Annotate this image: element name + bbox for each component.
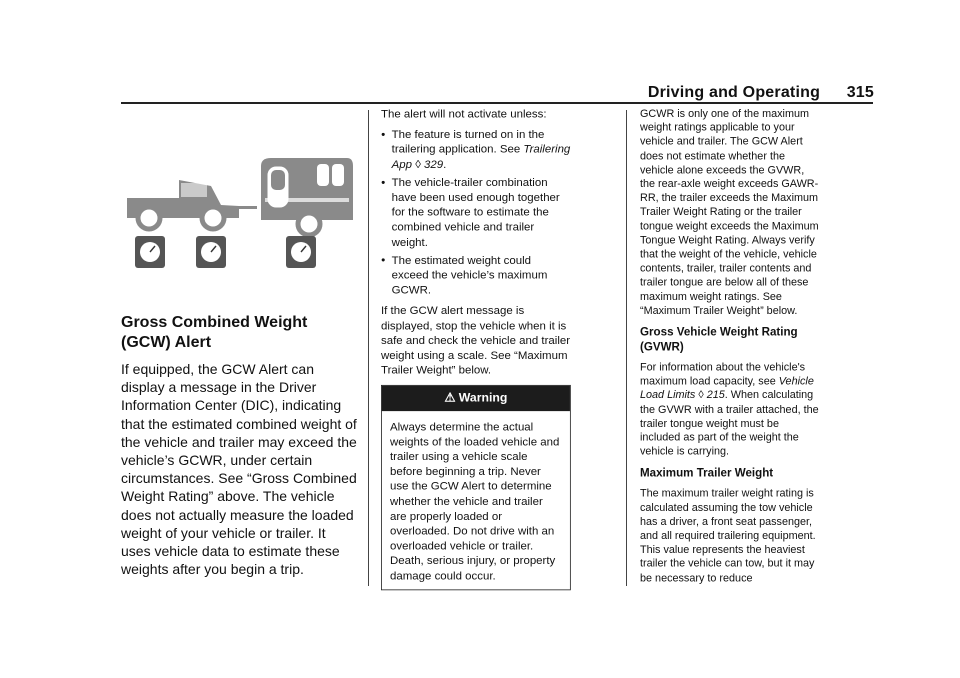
gcw-alert-heading: Gross Combined Weight (GCW) Alert [121, 314, 308, 351]
warning-title: Warning [458, 391, 508, 405]
page-ref-arrow-icon: ◊ [415, 157, 421, 171]
stop-check-paragraph: If the GCW alert message is displayed, stop the vehicle when it is safe and check the vehicle and trailer weight using a scale. See “Maximum Trailer Weight” below. [381, 303, 571, 377]
gvwr-heading: Gross Vehicle Weight Rating (GVWR) [640, 325, 798, 354]
vehicle-load-limits-link[interactable]: Vehicle Load Limits [640, 374, 814, 401]
page-ref-arrow-icon: ◊ [698, 388, 704, 401]
gvwr-text-end: . When calculating the GVWR with a trailer attached, the trailer tongue weight must be included as part of the weight the vehicle is carrying. [640, 388, 819, 458]
gvwr-text: For information about the vehicle's maximum load capacity, see [640, 360, 806, 387]
punctuation: . [443, 157, 447, 171]
warning-body: Always determine the actual weights of the loaded vehicle and trailer using a vehicle scale before beginning a trip. Never use the GCW Alert to determine whether the vehicle and trailer are properly loaded or overloaded. Do not drive with an overloaded vehicle or trailer. Death, serious injury, or property damage could occur. [389, 419, 560, 582]
scale-gauge-1 [135, 236, 165, 268]
max-trailer-weight-paragraph: The maximum trailer weight rating is calculated assuming the tow vehicle has a driver, a front seat passenger, and all required trailering equipment. This value represents the heaviest trailer the vehicle can tow, but it may be necessary to reduce [640, 486, 816, 584]
column-3 [640, 106, 821, 590]
gcwr-paragraph: GCWR is only one of the maximum weight ratings applicable to your vehicle and trailer. The GCW Alert does not estimate whether the vehicle alone exceeds the GVWR, the rear-axle weight exceeds GAWR-RR, the trailer exceeds the Maximum Trailer Weight Rating or the trailer tongue weight exceeds the Maximum Tongue Weight Rating. Always verify that the weight of the vehicle, vehicle contents, trailer, trailer contents and trailer tongue are below all of these maximum weight ratings. See “Maximum Trailer Weight” below. [640, 106, 819, 317]
warning-header [382, 386, 570, 411]
gvwr-paragraph [640, 360, 821, 458]
gcw-alert-paragraph: If equipped, the GCW Alert can display a message in the Driver Information Center (DIC), indicating that the estimated combined weight of the vehicle and trailer may exceed the vehicle’s GCWR, under certain circumstances. See “Gross Combined Weight Rating” above. The vehicle does not actually measure the loaded weight of your vehicle or trailer. It uses vehicle data to estimate these weights after you begin a trip. [121, 361, 357, 578]
header-rule [121, 102, 873, 104]
alert-conditions-list [381, 127, 571, 297]
trailering-app-link[interactable]: Trailering App [391, 142, 571, 171]
max-trailer-weight-heading: Maximum Trailer Weight [640, 466, 774, 480]
camper-trailer-illustration [261, 158, 353, 235]
truck-illustration [127, 180, 257, 229]
list-item: ● The vehicle-trailer combination have been used enough together for the software to estimate the combined vehicle and trailer weight. [381, 175, 571, 249]
section-title: Driving and Operating [647, 84, 821, 101]
column-divider-1 [368, 110, 369, 586]
scale-gauge-2 [196, 236, 226, 268]
warning-icon: ⚠ [444, 391, 456, 405]
column-2 [381, 106, 571, 590]
truck-trailer-scale-illustration [121, 150, 353, 280]
warning-box [381, 385, 571, 590]
running-header [648, 84, 874, 102]
column-divider-2 [626, 110, 627, 586]
column-1 [121, 313, 357, 585]
page-ref[interactable]: 215 [706, 388, 725, 401]
bullet-text: The feature is turned on in the trailering application. See [391, 127, 545, 156]
list-item [381, 127, 571, 172]
alert-intro: The alert will not activate unless: [381, 106, 547, 120]
page-number: 315 [846, 84, 874, 101]
list-item: ● The estimated weight could exceed the vehicle’s maximum GCWR. [381, 252, 571, 297]
page-ref[interactable]: 329 [424, 157, 444, 171]
scale-gauge-3 [286, 236, 316, 268]
